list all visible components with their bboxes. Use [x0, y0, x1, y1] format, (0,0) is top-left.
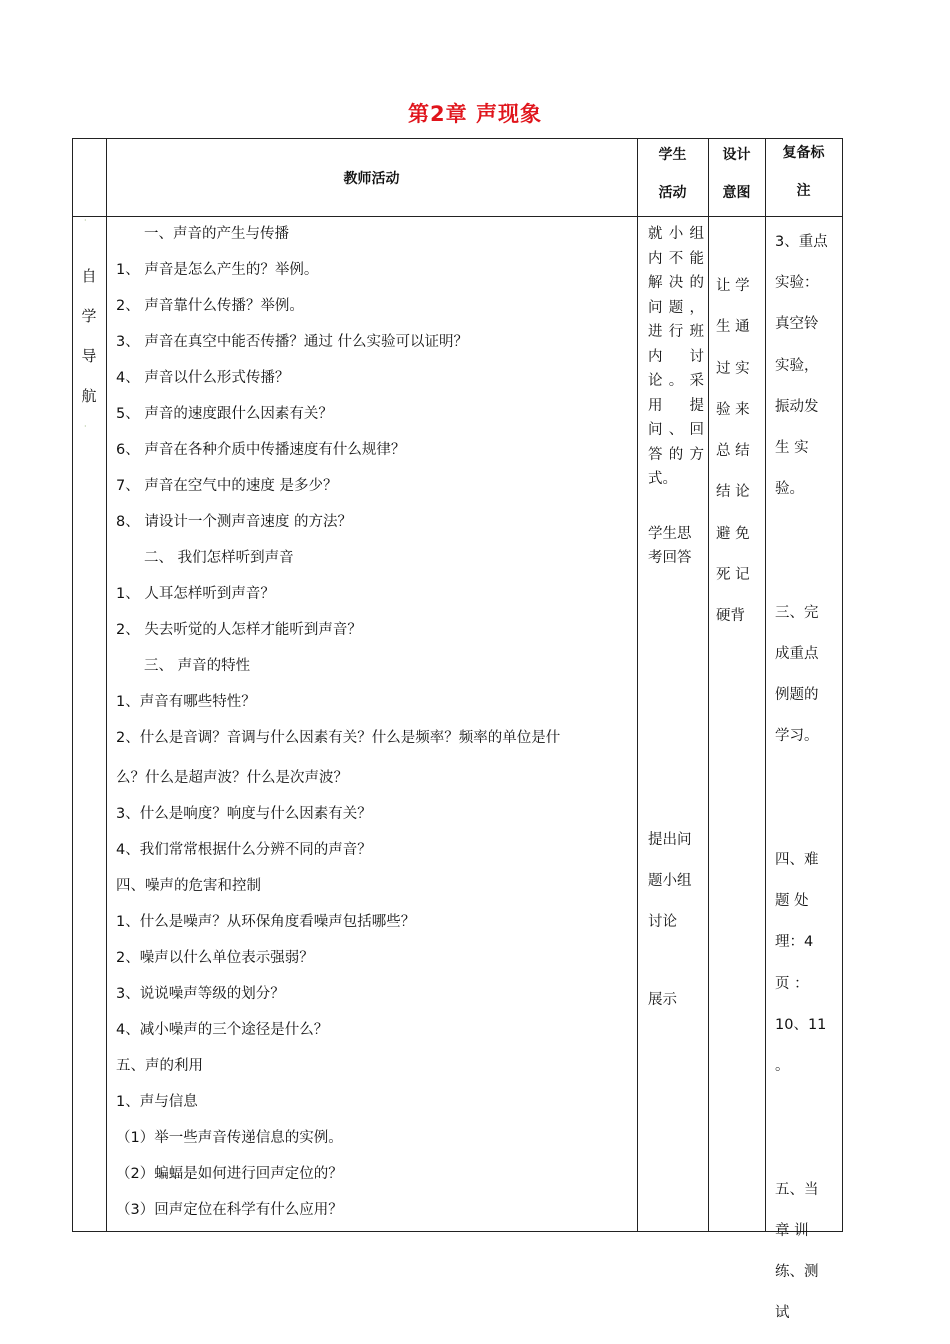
teacher-line: 三、 声音的特性	[144, 658, 251, 674]
teacher-line: 1、声与信息	[116, 1094, 198, 1110]
review-notes-text: 3、重点 实验： 真空铃 实验， 振动发 生 实 验。 三、完 成重点 例题的 学习。 四、难 题 处 理：4 页 ： 10、11 。 五、当 章 训 练、测 试	[775, 234, 828, 1322]
teacher-line: 1、什么是噪声？从环保角度看噪声包括哪些？	[116, 914, 416, 930]
teacher-line: 6、 声音在各种介质中传播速度有什么规律？	[116, 442, 406, 458]
header-divider	[72, 216, 843, 217]
side-label-self-study: 自 学 导 航	[81, 267, 97, 405]
teacher-line: 1、 声音是怎么产生的？举例。	[116, 262, 319, 278]
design-intent-text: 让 学 生 通 过 实 验 来 总 结 结 论 避 免 死 记 硬背	[716, 278, 750, 625]
teacher-line: 2、什么是音调？音调与什么因素有关？什么是频率？频率的单位是什	[116, 730, 561, 746]
table-border-right	[842, 138, 843, 1232]
teacher-line: 3、什么是响度？响度与什么因素有关？	[116, 806, 372, 822]
teacher-line: 2、 声音靠什么传播？举例。	[116, 298, 304, 314]
teacher-line: 4、我们常常根据什么分辨不同的声音？	[116, 842, 372, 858]
table-border-bottom	[72, 1231, 843, 1232]
teacher-line: 么？什么是超声波？什么是次声波？	[116, 770, 348, 786]
student-question-note: 提出问 题小组 讨论	[648, 832, 692, 930]
col-divider-3	[708, 138, 709, 1232]
header-review-notes: 复备标 注	[782, 145, 825, 199]
teacher-line: （3）回声定位在科学有什么应用？	[116, 1202, 343, 1218]
teacher-line: 四、噪声的危害和控制	[116, 878, 261, 894]
teacher-line: 一、声音的产生与传播	[144, 226, 289, 242]
header-design-intent: 设计 意图	[722, 147, 751, 201]
teacher-line: 1、 人耳怎样听到声音？	[116, 586, 275, 602]
teacher-line: 7、 声音在空气中的速度 是多少？	[116, 478, 338, 494]
teacher-line: 五、声的利用	[116, 1058, 203, 1074]
decorative-mark: ·	[84, 422, 87, 431]
student-discussion-note: 就小组内不能解决的问题，进行班内讨论。采用提问、回答的方式。	[648, 226, 704, 487]
teacher-line: 5、 声音的速度跟什么因素有关？	[116, 406, 333, 422]
teacher-line: 4、减小噪声的三个途径是什么？	[116, 1022, 329, 1038]
teacher-line: 1、声音有哪些特性？	[116, 694, 256, 710]
teacher-line: 2、噪声以什么单位表示强弱？	[116, 950, 314, 966]
teacher-line: 3、说说噪声等级的划分？	[116, 986, 285, 1002]
teacher-line: （2）蝙蝠是如何进行回声定位的？	[116, 1166, 343, 1182]
lesson-table	[72, 138, 843, 1322]
header-teacher-activity: 教师活动	[343, 171, 400, 187]
col-divider-2	[637, 138, 638, 1232]
decorative-mark: ·	[84, 216, 87, 225]
student-present-note: 展示	[648, 992, 677, 1008]
col-divider-4	[765, 138, 766, 1232]
teacher-line: 二、 我们怎样听到声音	[144, 550, 294, 566]
col-divider-1	[106, 138, 107, 1232]
page-title: 第2章 声现象	[408, 102, 542, 126]
student-think-note: 学生思 考回答	[648, 526, 692, 566]
teacher-line: 3、 声音在真空中能否传播？通过 什么实验可以证明？	[116, 334, 468, 350]
teacher-line: 2、 失去听觉的人怎样才能听到声音？	[116, 622, 362, 638]
teacher-line: 8、 请设计一个测声音速度 的方法？	[116, 514, 352, 530]
teacher-line: 4、 声音以什么形式传播？	[116, 370, 290, 386]
teacher-line: （1）举一些声音传递信息的实例。	[116, 1130, 343, 1146]
header-student-activity: 学生 活动	[658, 147, 687, 201]
